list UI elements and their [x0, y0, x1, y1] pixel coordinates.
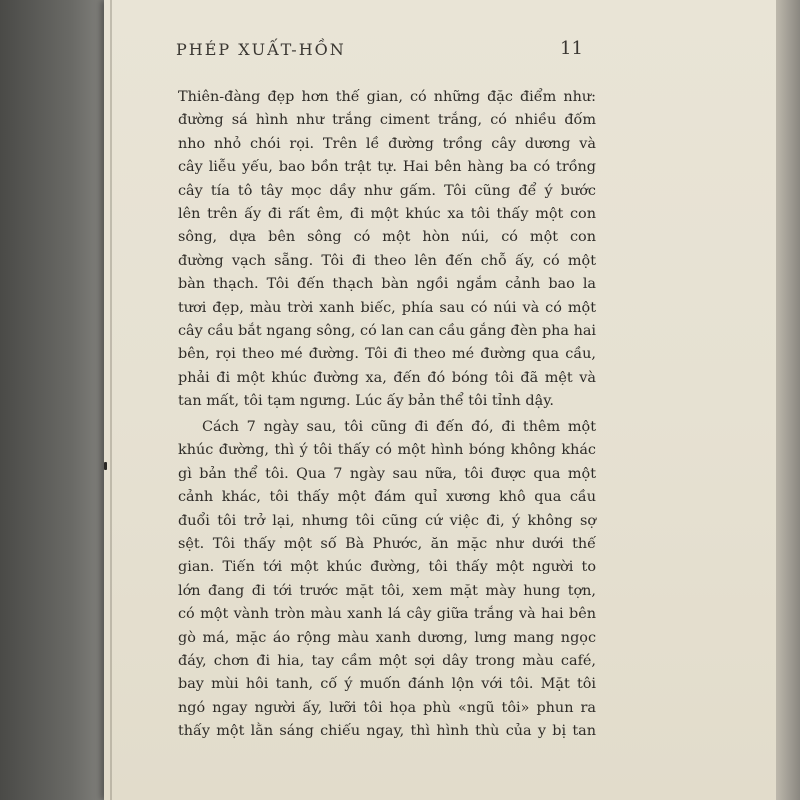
text-line: đường vạch sẵng. Tôi đi theo lên đến chỗ ấy, có một — [178, 252, 596, 269]
text-line: nho nhỏ chói rọi. Trên lề đường trồng cây dương và — [178, 135, 596, 152]
text-line: phải đi một khúc đường xa, đến đó bóng tôi đã mệt và — [178, 369, 596, 386]
page-gutter — [110, 0, 112, 800]
text-line: cảnh khác, tôi thấy một đám quỉ xương khô qua cầu — [178, 489, 596, 506]
page-edge — [776, 0, 800, 800]
text-line: gian. Tiến tới một khúc đường, tôi thấy một người to — [178, 559, 596, 576]
ink-mark — [104, 462, 107, 470]
text-line: khúc đường, thì ý tôi thấy có một hình bóng không khác — [178, 442, 596, 459]
text-line: sông, dựa bên sông có một hòn núi, có một con — [178, 229, 596, 246]
text-line: sệt. Tôi thấy một số Bà Phước, ăn mặc như dưới thế — [178, 535, 596, 552]
text-line: đáy, chơn đi hia, tay cầm một sợi dây trong màu café, — [178, 652, 596, 669]
text-line: cây tía tô tây mọc dầy như gấm. Tôi cũng để ý bước — [178, 182, 596, 199]
text-line: bên, rọi theo mé đường. Tôi đi theo mé đường qua cầu, — [178, 346, 596, 363]
text-line: đuổi tôi trở lại, nhưng tôi cũng cứ việc đi, ý không sợ — [178, 512, 596, 529]
text-line: bàn thạch. Tôi đến thạch bàn ngồi ngắm cảnh bao la — [178, 276, 596, 293]
text-line: có một vành tròn màu xanh lá cây giữa trắng và hai bên — [178, 606, 596, 623]
text-line: bay mùi hôi tanh, cố ý muốn đánh lộn với tôi. Mặt tôi — [178, 676, 596, 693]
paragraph-1 — [178, 86, 596, 413]
text-line: cây liễu yếu, bao bồn trật tự. Hai bên hàng ba có trồng — [178, 159, 596, 176]
text-line: gò má, mặc áo rộng màu xanh dương, lưng mang ngọc — [178, 629, 596, 646]
text-line: Cách 7 ngày sau, tôi cũng đi đến đó, đi thêm một — [202, 419, 596, 435]
text-line: lên trên ấy đi rất êm, đi một khúc xa tôi thấy một con — [178, 205, 596, 222]
text-line: ngó ngay người ấy, lưỡi tôi họa phù «ngũ tôi» phun ra — [178, 699, 596, 716]
paragraph-2 — [178, 416, 596, 743]
running-title: PHÉP XUẤT-HỒN — [176, 40, 346, 59]
text-line: lớn đang đi tới trước mặt tôi, xem mặt mày hung tợn, — [178, 582, 596, 599]
text-line: tươi đẹp, màu trời xanh biếc, phía sau có núi và có một — [178, 299, 596, 316]
page-number: 11 — [560, 38, 583, 59]
text-line: đường sá hình như trắng ciment trắng, có nhiều đốm — [178, 112, 596, 129]
text-line: tan mất, tôi tạm ngưng. Lúc ấy bản thể tôi tỉnh dậy. — [178, 393, 554, 410]
text-line: thấy một lằn sáng chiếu ngay, thì hình thù của y bị tan — [178, 723, 596, 740]
text-line: gì bản thể tôi. Qua 7 ngày sau nữa, tôi được qua một — [178, 465, 596, 482]
text-line: Thiên-đàng đẹp hơn thế gian, có những đặc điểm như: — [178, 89, 596, 105]
text-line: cây cầu bắt ngang sông, có lan can cầu gắng đèn pha hai — [178, 322, 597, 339]
background-surface — [0, 0, 120, 800]
